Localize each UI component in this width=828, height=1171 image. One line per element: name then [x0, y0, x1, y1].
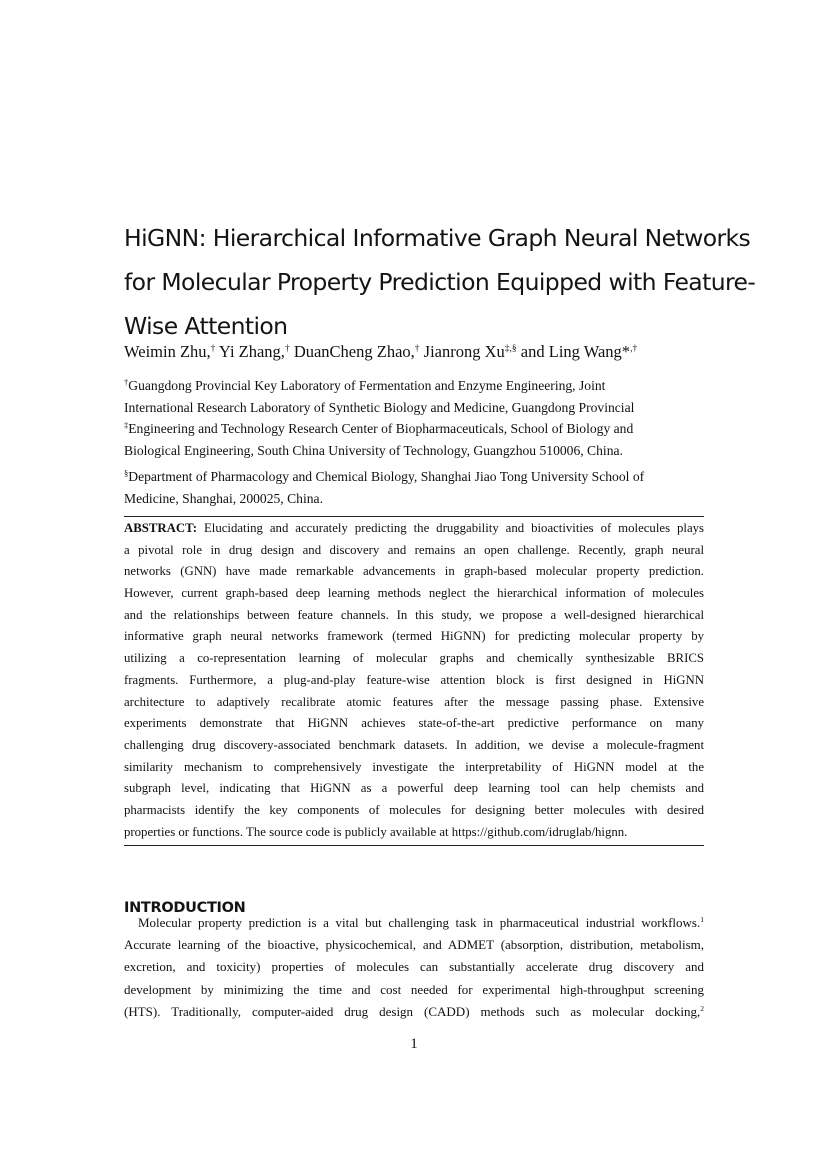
author-name: DuanCheng Zhao, — [289, 342, 415, 361]
body-line — [124, 1001, 704, 1023]
body-text: Molecular property prediction is a vital but challenging task in pharmaceutical industrial workflows. — [138, 915, 701, 930]
body-line: excretion, and toxicity) properties of molecules can substantially accelerate drug discovery and — [124, 959, 704, 975]
affiliation-mark: ‡,§ — [504, 344, 517, 354]
author-name: Jianrong Xu — [419, 342, 505, 361]
affiliation-line: International Research Laboratory of Synthetic Biology and Medicine, Guangdong Provincial — [124, 399, 635, 415]
affiliation-mark: † — [284, 344, 290, 354]
abstract-line: However, current graph-based deep learning methods neglect the hierarchical information of molecules — [124, 586, 704, 601]
abstract-line: architecture to adaptively recalibrate atomic features after the message passing phase. Extensive — [124, 694, 704, 709]
affiliation-mark: ‡ — [124, 420, 129, 430]
affiliation-mark: § — [124, 468, 129, 478]
affiliation-mark: † — [210, 344, 216, 354]
affiliation-mark: ,† — [630, 344, 638, 354]
paper-title — [124, 216, 756, 348]
abstract-line: and the relationships between feature channels. In this study, we propose a well-designed hierarchical — [124, 607, 704, 622]
abstract-line: subgraph level, indicating that HiGNN as a powerful deep learning tool can help chemists and — [124, 781, 704, 796]
affiliation-ddagger — [124, 418, 704, 461]
body-line — [124, 912, 704, 934]
abstract-block — [124, 516, 704, 846]
affiliation-dagger — [124, 375, 704, 418]
abstract-label: ABSTRACT: — [124, 521, 198, 535]
section-heading: INTRODUCTION — [124, 900, 246, 917]
affiliation-line: Medicine, Shanghai, 200025, China. — [124, 490, 323, 506]
author-name: Yi Zhang, — [215, 342, 285, 361]
affiliation-line — [124, 418, 704, 440]
introduction-body — [124, 912, 704, 1023]
abstract-line: experiments demonstrate that HiGNN achieves state-of-the-art predictive performance on many — [124, 716, 704, 731]
abstract-line: utilizing a co-representation learning of molecular graphs and chemically synthesizable BRICS — [124, 651, 704, 666]
affiliation-line — [124, 466, 704, 488]
abstract-line: similarity mechanism to comprehensively investigate the interpretability of HiGNN model at the — [124, 759, 704, 774]
page-number: 1 — [410, 1036, 418, 1052]
abstract-line: a pivotal role in drug design and discovery and remains an open challenge. Recently, graph neural — [124, 542, 704, 557]
affiliation-line — [124, 375, 704, 397]
body-text: (HTS). Traditionally, computer-aided drug design (CADD) methods such as molecular docking, — [124, 1003, 701, 1019]
author-name: Weimin Zhu, — [124, 342, 211, 361]
author-name: and Ling Wang* — [516, 342, 631, 361]
body-line: Accurate learning of the bioactive, physicochemical, and ADMET (absorption, distribution, metabolism, — [124, 937, 704, 953]
affiliation-mark: † — [414, 344, 420, 354]
body-line: development by minimizing the time and cost needed for experimental high-throughput screening — [124, 981, 704, 997]
abstract-text: Elucidating and accurately predicting the druggability and bioactivities of molecules plays — [197, 521, 704, 535]
abstract-line: informative graph neural networks framework (termed HiGNN) for predicting molecular property by — [124, 629, 704, 644]
title-line: Wise Attention — [124, 311, 288, 340]
affiliation-mark: † — [124, 377, 129, 387]
title-line: for Molecular Property Prediction Equipped with Feature- — [124, 267, 756, 296]
affiliation-text: Guangdong Provincial Key Laboratory of Fermentation and Enzyme Engineering, Joint — [128, 378, 606, 393]
abstract-line: challenging drug discovery-associated benchmark datasets. In addition, we devise a molecule-fragment — [124, 737, 704, 752]
affiliation-line: Biological Engineering, South China University of Technology, Guangzhou 510006, China. — [124, 442, 623, 458]
affiliation-text: Department of Pharmacology and Chemical Biology, Shanghai Jiao Tong University School of — [128, 469, 645, 484]
affiliation-section — [124, 466, 704, 509]
citation-ref: 2 — [700, 1003, 704, 1013]
affiliation-text: Engineering and Technology Research Center of Biopharmaceuticals, School of Biology and — [128, 421, 634, 436]
title-line: HiGNN: Hierarchical Informative Graph Neural Networks — [124, 223, 751, 252]
abstract-line: properties or functions. The source code is publicly available at https://github.com/idruglab/hignn. — [124, 824, 628, 839]
author-list — [124, 340, 724, 364]
abstract-line — [124, 518, 704, 540]
abstract-line: pharmacists identify the key components of molecules for designing better molecules with desired — [124, 802, 704, 817]
abstract-line: fragments. Furthermore, a plug-and-play feature-wise attention block is first designed in HiGNN — [124, 672, 704, 687]
citation-ref: 1 — [700, 915, 704, 924]
abstract-line: networks (GNN) have made remarkable advancements in graph-based molecular property prediction. — [124, 564, 704, 579]
